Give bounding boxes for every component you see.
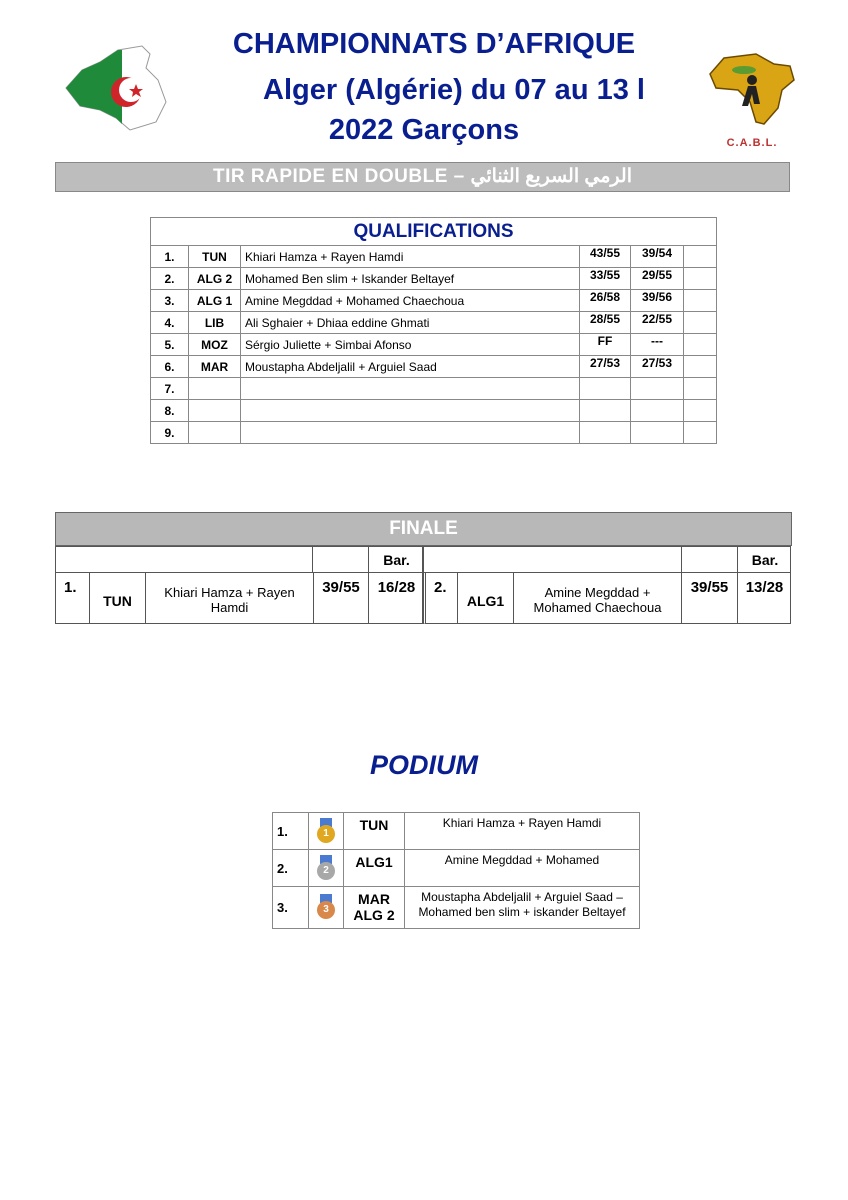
country-code-cell <box>189 422 241 444</box>
empty-cell <box>684 422 717 444</box>
score-2-cell: 39/54 <box>631 246 684 268</box>
table-row <box>151 378 717 400</box>
players-cell: Amine Megddad + Mohamed Chaechoua <box>241 290 580 312</box>
players-cell <box>241 400 580 422</box>
country-code-cell: ALG 1 <box>189 290 241 312</box>
finale-heading: FINALE <box>55 512 792 546</box>
empty-cell <box>684 334 717 356</box>
players-cell: Moustapha Abdeljalil + Arguiel Saad <box>241 356 580 378</box>
country-code-cell: ALG1 <box>344 850 405 887</box>
rank-cell: 2. <box>151 268 189 290</box>
table-row <box>273 887 640 929</box>
players-cell: Khiari Hamza + Rayen Hamdi <box>405 813 640 850</box>
score-1-cell <box>580 400 631 422</box>
finale-right-row <box>423 573 791 624</box>
players-cell: Moustapha Abdeljalil + Arguiel Saad – Mohamed ben slim + iskander Beltayef <box>405 887 640 929</box>
bar-score-cell: 13/28 <box>737 573 791 623</box>
table-row <box>151 268 717 290</box>
qualifications-heading: QUALIFICATIONS <box>151 218 717 246</box>
rank-cell: 7. <box>151 378 189 400</box>
score-2-cell: 22/55 <box>631 312 684 334</box>
score-2-cell <box>631 378 684 400</box>
score-1-cell: 26/58 <box>580 290 631 312</box>
players-cell: Khiari Hamza + Rayen Hamdi <box>241 246 580 268</box>
score-1-cell: 33/55 <box>580 268 631 290</box>
rank-cell: 9. <box>151 422 189 444</box>
finale-right-header <box>423 546 791 573</box>
podium-heading: PODIUM <box>370 750 478 780</box>
score-2-cell: --- <box>631 334 684 356</box>
table-row <box>151 290 717 312</box>
rank-cell: 4. <box>151 312 189 334</box>
bar-label: Bar. <box>368 547 424 572</box>
rank-cell: 5. <box>151 334 189 356</box>
empty-cell <box>312 547 368 572</box>
event-category: 2022 Garçons <box>328 114 520 146</box>
country-code-cell: TUN <box>89 573 145 623</box>
score-1-cell <box>580 422 631 444</box>
rank-cell: 2. <box>273 850 309 887</box>
rank-cell: 1. <box>273 813 309 850</box>
score-1-cell: 43/55 <box>580 246 631 268</box>
country-code-cell: TUN <box>189 246 241 268</box>
cabl-logo-text: C.A.B.L. <box>726 137 778 149</box>
page-title: CHAMPIONNATS D’AFRIQUE <box>232 28 636 60</box>
rank-cell: 6. <box>151 356 189 378</box>
table-row <box>151 356 717 378</box>
score-2-cell <box>631 400 684 422</box>
podium-table <box>272 812 640 929</box>
empty-cell <box>684 400 717 422</box>
players-cell: Mohamed Ben slim + Iskander Beltayef <box>241 268 580 290</box>
finale-left-header <box>55 546 423 573</box>
gold-medal-icon: 1 <box>309 813 344 850</box>
score-1-cell: 27/53 <box>580 356 631 378</box>
players-cell: Amine Megddad + Mohamed <box>405 850 640 887</box>
rank-cell: 8. <box>151 400 189 422</box>
score-1-cell <box>580 378 631 400</box>
score-1-cell: FF <box>580 334 631 356</box>
score-2-cell <box>631 422 684 444</box>
table-row <box>151 422 717 444</box>
table-row <box>151 312 717 334</box>
empty-cell <box>684 378 717 400</box>
score-1-cell: 28/55 <box>580 312 631 334</box>
table-row <box>273 813 640 850</box>
rank-cell: 2. <box>434 579 447 596</box>
bar-score-cell: 16/28 <box>368 573 424 623</box>
table-row <box>273 850 640 887</box>
bar-label: Bar. <box>737 547 792 572</box>
empty-cell <box>684 268 717 290</box>
country-code-cell: ALG 2 <box>189 268 241 290</box>
empty-cell <box>684 356 717 378</box>
table-row <box>151 246 717 268</box>
table-row <box>151 400 717 422</box>
rank-cell: 3. <box>273 887 309 929</box>
score-2-cell: 27/53 <box>631 356 684 378</box>
qualifications-table <box>150 217 717 444</box>
rank-cell: 1. <box>151 246 189 268</box>
score-2-cell: 29/55 <box>631 268 684 290</box>
country-code-cell <box>189 400 241 422</box>
country-code-cell: LIB <box>189 312 241 334</box>
players-cell <box>241 378 580 400</box>
country-code-cell <box>189 378 241 400</box>
finale-left-row <box>55 573 423 624</box>
country-code-cell: MOZ <box>189 334 241 356</box>
players-cell <box>241 422 580 444</box>
country-code-cell: TUN <box>344 813 405 850</box>
event-banner: TIR RAPIDE EN DOUBLE – الرمي السريع الثنائي <box>55 162 790 192</box>
country-code-cell: MAR ALG 2 <box>344 887 405 929</box>
rank-cell: 1. <box>64 579 77 596</box>
score-cell: 39/55 <box>313 573 368 623</box>
rank-cell: 3. <box>151 290 189 312</box>
score-2-cell: 39/56 <box>631 290 684 312</box>
event-location-dates: Alger (Algérie) du 07 au 13 l <box>263 74 645 106</box>
country-code-cell: MAR <box>189 356 241 378</box>
silver-medal-icon: 2 <box>309 850 344 887</box>
table-row <box>151 334 717 356</box>
players-cell: Sérgio Juliette + Simbai Afonso <box>241 334 580 356</box>
empty-cell <box>684 312 717 334</box>
empty-cell <box>681 547 737 572</box>
empty-cell <box>684 246 717 268</box>
players-cell: Khiari Hamza + Rayen Hamdi <box>145 573 313 623</box>
bronze-medal-icon: 3 <box>309 887 344 929</box>
players-cell: Amine Megddad + Mohamed Chaechoua <box>513 573 681 623</box>
country-code-cell: ALG1 <box>457 573 513 623</box>
players-cell: Ali Sghaier + Dhiaa eddine Ghmati <box>241 312 580 334</box>
score-cell: 39/55 <box>681 573 737 623</box>
empty-cell <box>684 290 717 312</box>
